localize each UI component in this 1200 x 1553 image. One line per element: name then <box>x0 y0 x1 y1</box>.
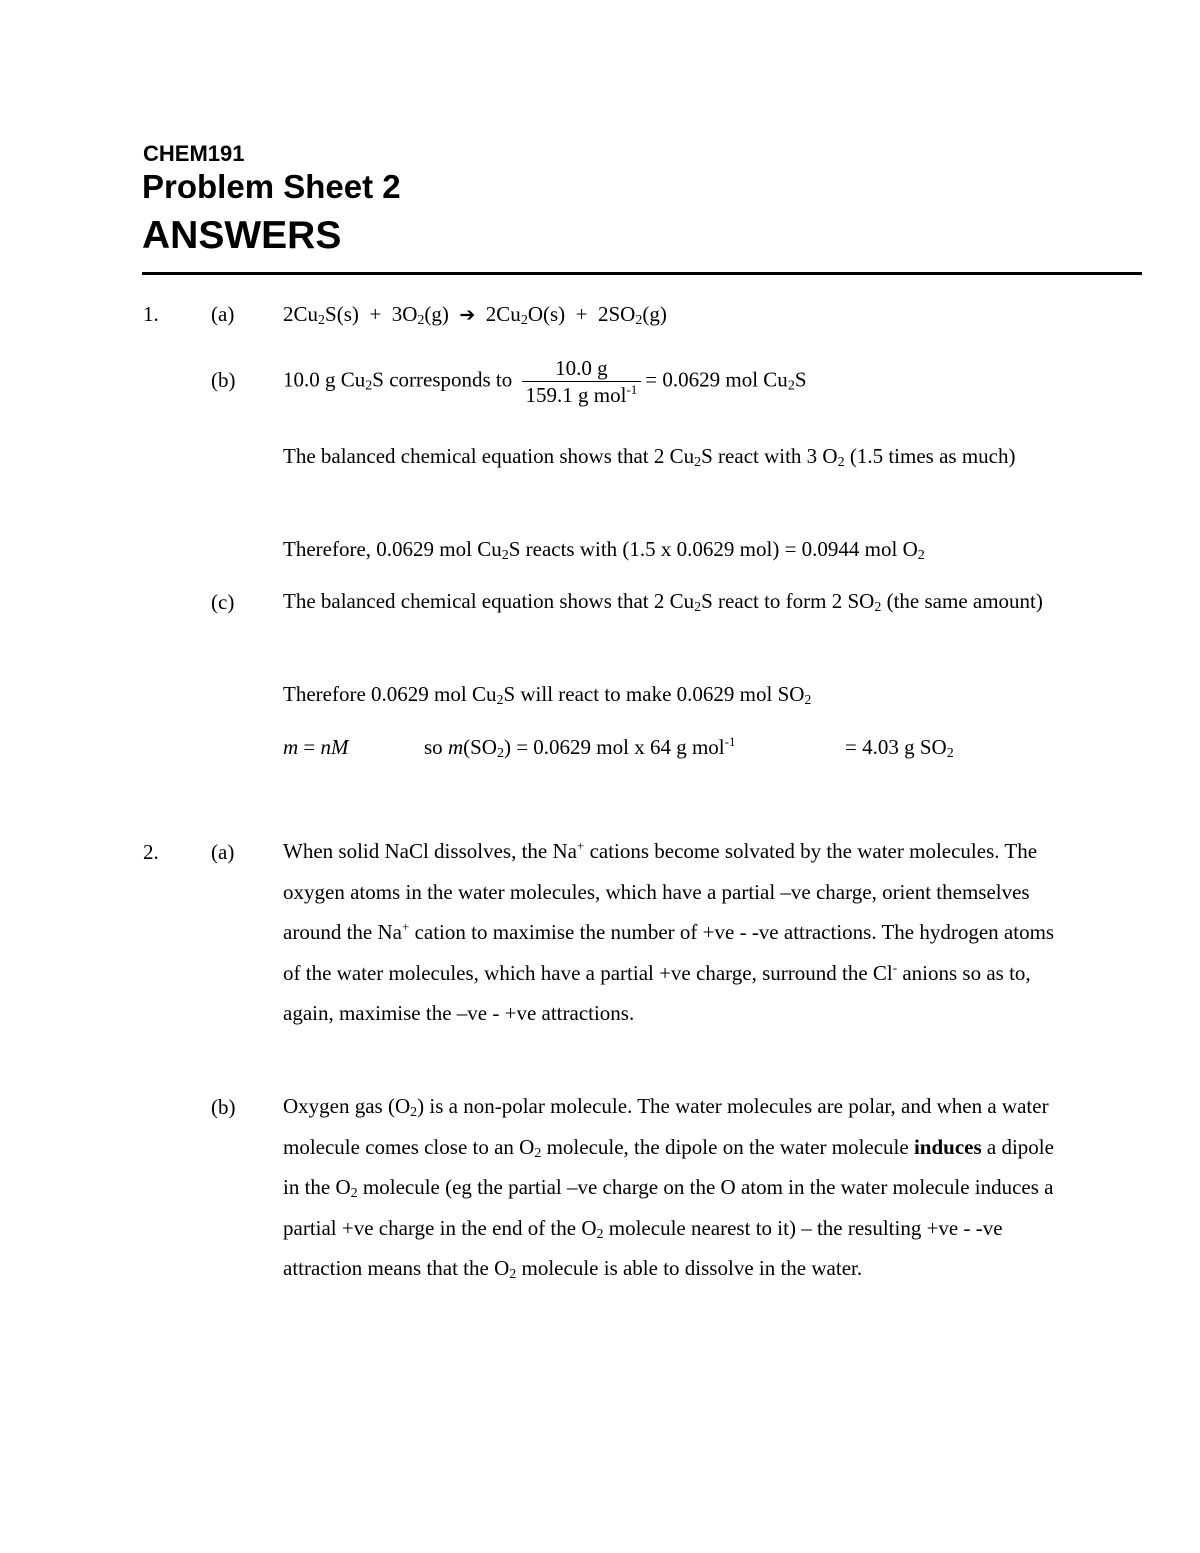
q1c-answer: = 4.03 g $SO_2$ <box>845 735 954 761</box>
q2a-paragraph: When solid NaCl dissolves, the Na+ cations become solvated by the water molecules. The oxygen atoms in the water molecules, which have a partial –ve charge, orient themselves around the Na+ cation to maximise the number of +ve - -ve attractions. The hydrogen atoms of the water molecules, which have a partial +ve charge, surround the Cl- anions so as to, again, maximise the –ve - +ve attractions. <box>283 838 1055 1025</box>
q1c-mass-calculation: so $m(SO_2) = 0.0629$ mol x 64 g mol$^{-1}$ <box>424 734 736 761</box>
q1c-paragraph-2: Therefore 0.0629 mol $Cu_2S$ will react to make 0.0629 mol $SO_2$ <box>283 682 812 708</box>
q1b-paragraph-1: The balanced chemical equation shows that 2 $Cu_2S$ react with 3 $O_2$ (1.5 times as much) <box>283 444 1016 470</box>
q1a-equation: $2Cu_2S(s) + 3O_2(g)$ ➔ $2Cu_2O(s) + 2SO_2(g)$ <box>283 302 667 328</box>
page-subtitle: ANSWERS <box>142 214 342 257</box>
q1c-paragraph-1: The balanced chemical equation shows that 2 $Cu_2S$ react to form 2 $SO_2$ (the same amount) <box>283 589 1043 615</box>
course-code: CHEM191 <box>143 141 245 166</box>
q1b-paragraph-2: Therefore, 0.0629 mol $Cu_2S$ reacts with (1.5 x 0.0629 mol) = 0.0944 mol $O_2$ <box>283 537 925 563</box>
page-title: Problem Sheet 2 <box>142 168 401 205</box>
molar-fraction: $\frac{10.0 g}{159.1 g mol^{-1}}$ <box>522 355 642 408</box>
q2-part-a-label: (a) <box>211 840 235 864</box>
q2-part-b-label: (b) <box>211 1095 236 1119</box>
q1-part-c-label: (c) <box>211 590 235 614</box>
q2b-paragraph: Oxygen gas $(O_2)$ is a non-polar molecule. The water molecules are polar, and when a water molecule comes close to an $O_2$ molecule, the dipole on the water molecule induces a dipole in the $O_2$ molecule (eg the partial –ve charge on the O atom in the water molecule induces a partial +ve charge in the end of the $O_2$ molecule nearest to it) – the resulting +ve - -ve attraction means that the $O_2$ molecule is able to dissolve in the water. <box>283 1094 1054 1282</box>
q1-part-b-label: (b) <box>211 368 236 392</box>
q1-part-a-label: (a) <box>211 302 235 326</box>
header-divider <box>142 272 1142 275</box>
question-2-number: 2. <box>143 840 159 864</box>
q1c-formula: m = nM <box>283 735 349 759</box>
reaction-arrow-icon: ➔ <box>459 304 476 326</box>
q1b-calculation: 10.0 g $Cu_2S$ corresponds to $\frac{10.0 g}{159.1 g mol^{-1}}$ = 0.0629 mol $Cu_2S$ <box>283 356 807 407</box>
question-1-number: 1. <box>143 302 159 326</box>
